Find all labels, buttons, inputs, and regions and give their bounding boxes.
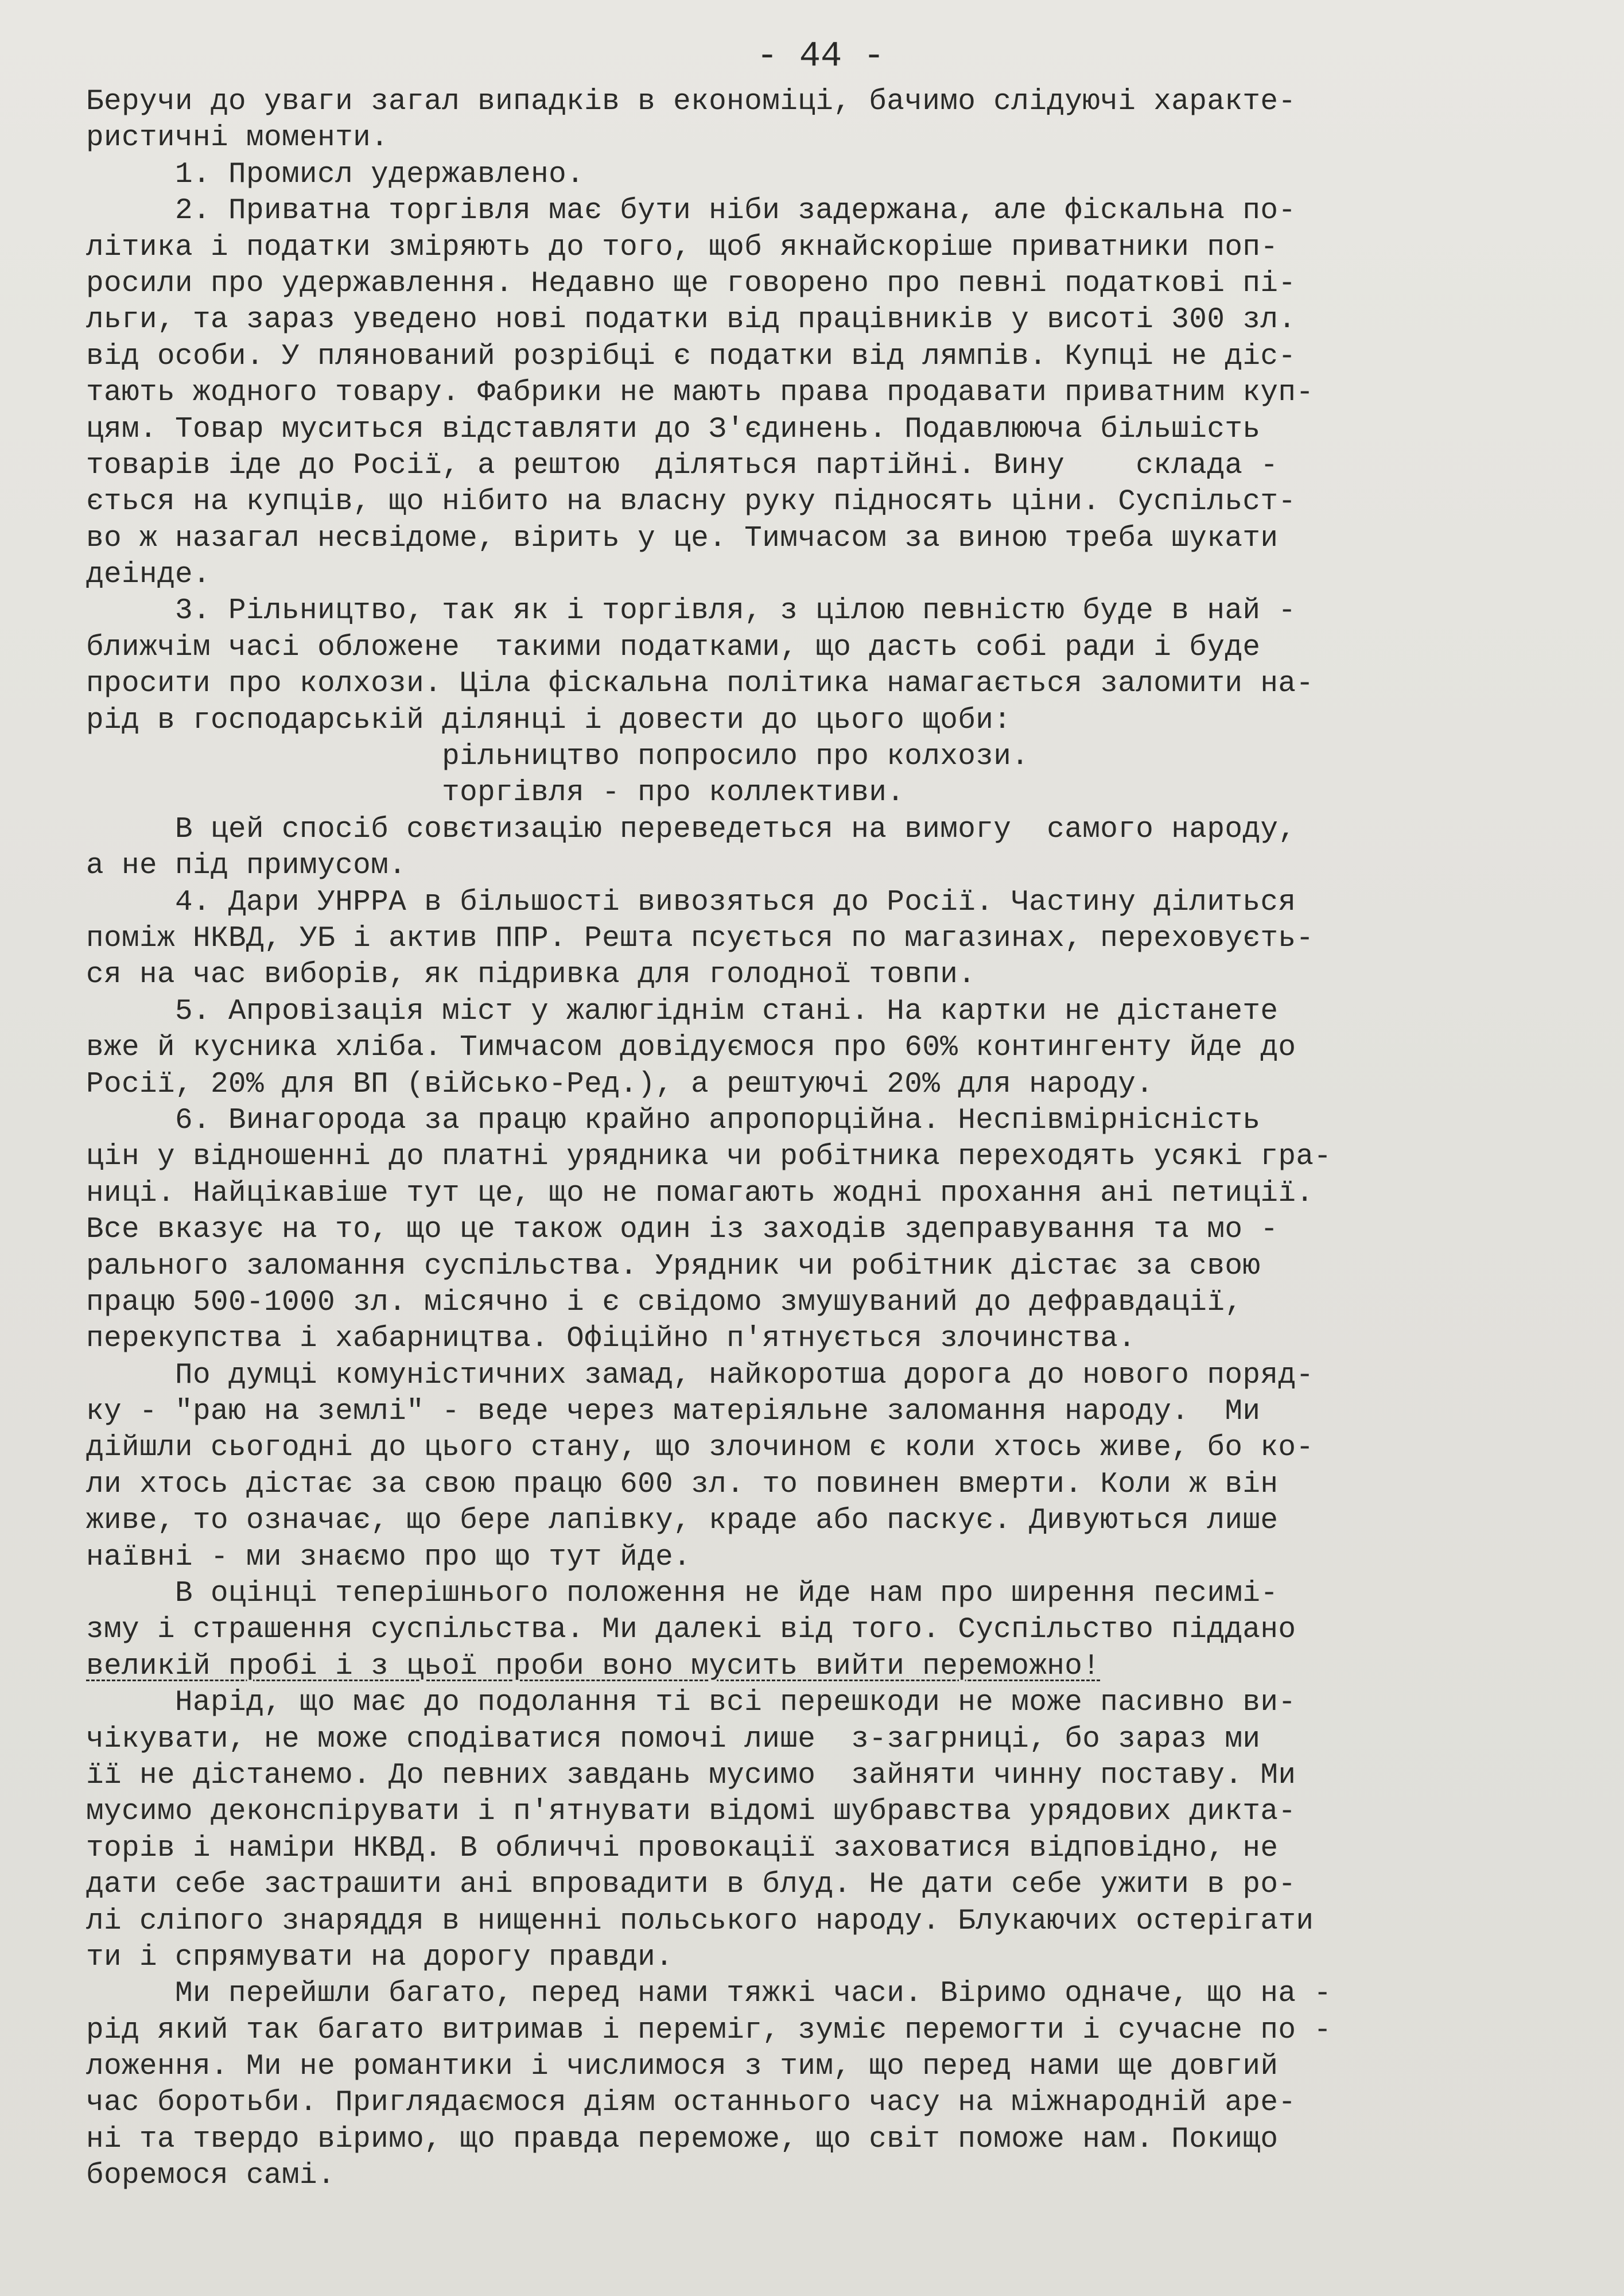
page-number: - 44 - — [756, 36, 885, 76]
text-line: час боротьби. Приглядаємося діям останнього часу на міжнародній аре- — [86, 2086, 1296, 2120]
text-line: зму і страшення суспільства. Ми далекі від того. Суспільство піддано — [86, 1614, 1296, 1647]
text-line: ли хтось дістає за свою працю 600 зл. то повинен вмерти. Коли ж він — [86, 1468, 1279, 1501]
text-line: 1. Промисл удержавлено. — [86, 158, 585, 191]
text-line: В цей спосіб совєтизацію переведеться на вимогу самого народу, — [86, 813, 1296, 846]
text-line: ближчім часі обложене такими податками, що дасть собі ради і буде — [86, 631, 1261, 664]
text-line: перекупства і хабарництва. Офіційно п'ятнується злочинства. — [86, 1322, 1136, 1356]
text-line: працю 500-1000 зл. місячно і є свідомо змушуваний до дефравдації, — [86, 1286, 1243, 1319]
text-line: цям. Товар муситься відставляти до З'єдинень. Подавлююча більшість — [86, 413, 1261, 446]
text-line: мусимо деконспірувати і п'ятнувати відомі шубравства урядових дикта- — [86, 1795, 1296, 1829]
text-line: Ми перейшли багато, перед нами тяжкі часи. Віримо одначе, що на - — [86, 1977, 1332, 2011]
text-line: Росії, 20% для ВП (військо-Ред.), а рештуючі 20% для народу. — [86, 1068, 1154, 1101]
text-line: В оцінці теперішнього положення не йде нам про ширення песимі- — [86, 1577, 1279, 1611]
text-line: ложення. Ми не романтики і числимося з тим, що перед нами ще довгий — [86, 2050, 1279, 2084]
text-line: просити про колхози. Ціла фіскальна політика намагається заломити на- — [86, 668, 1314, 701]
text-line: її не дістанемо. До певних завдань мусимо зайняти чинну поставу. Ми — [86, 1759, 1296, 1792]
text-line: 2. Приватна торгівля має бути ніби задержана, але фіскальна по- — [86, 195, 1296, 228]
text-line: живе, то означає, що бере лапівку, краде або паскує. Дивуються лише — [86, 1504, 1279, 1538]
text-line: Беручи до уваги загал випадків в економіці, бачимо слідуючі характе- — [86, 86, 1296, 118]
text-line: деінде. — [86, 559, 211, 592]
text-line: поміж НКВД, УБ і актив ППР. Решта псується по магазинах, переховуєть- — [86, 922, 1314, 955]
text-line: вже й кусника хліба. Тимчасом довідуємося про 60% контингенту йде до — [86, 1031, 1296, 1065]
text-line: 4. Дари УНРРА в більшості вивозяться до Росії. Частину ділиться — [86, 886, 1296, 919]
text-line: ку - "раю на землі" - веде через матеріяльне заломання народу. Ми — [86, 1395, 1261, 1429]
text-line: а не під примусом. — [86, 850, 407, 883]
text-line: товарів іде до Росії, а рештою діляться партійні. Вину склада - — [86, 449, 1279, 482]
text-line: рального заломання суспільства. Урядник чи робітник дістає за свою — [86, 1250, 1261, 1283]
text-line: торів і наміри НКВД. В обличчі провокації заховатися відповідно, не — [86, 1832, 1279, 1865]
text-line: Нарід, що має до подолання ті всі перешкоди не може пасивно ви- — [86, 1686, 1296, 1720]
text-line: торгівля - про коллективи. — [86, 777, 905, 810]
body-text — [86, 84, 1555, 2194]
text-line: тають жодного товару. Фабрики не мають права продавати приватним куп- — [86, 377, 1314, 410]
text-line: дати себе застрашити ані впровадити в блуд. Не дати себе ужити в ро- — [86, 1868, 1296, 1902]
text-line: від особи. У плянований розрібці є податки від лямпів. Купці не діс- — [86, 340, 1296, 373]
text-line: дійшли сьогодні до цього стану, що злочином є коли хтось живе, бо ко- — [86, 1432, 1314, 1465]
text-line: 6. Винагорода за працю крайно апропорційна. Неспівмірнісність — [86, 1104, 1261, 1137]
text-line: росили про удержавлення. Недавно ще говорено про певні податкові пі- — [86, 267, 1296, 300]
text-line: 5. Апровізація міст у жалюгіднім стані. На картки не дістанете — [86, 995, 1279, 1028]
text-line: ристичні моменти. — [86, 122, 389, 155]
text-line: ся на час виборів, як підривка для голодної товпи. — [86, 959, 976, 992]
text-line: цін у відношенні до платні урядника чи робітника переходять усякі гра- — [86, 1141, 1332, 1174]
text-line: ти і спрямувати на дорогу правди. — [86, 1941, 674, 1974]
text-line: рільництво попросило про колхози. — [86, 740, 1029, 774]
text-line: ні та твердо віримо, що правда переможе, що світ поможе нам. Покищо — [86, 2123, 1279, 2156]
text-line: льги, та зараз уведено нові податки від працівників у висоті 300 зл. — [86, 304, 1296, 337]
text-line: ниці. Найцікавіше тут це, що не помагають жодні прохання ані петиції. — [86, 1177, 1314, 1210]
text-line: літика і податки зміряють до того, щоб якнайскоріше приватники поп- — [86, 231, 1279, 264]
text-line: чікувати, не може сподіватися помочі лише з-загрниці, бо зараз ми — [86, 1723, 1261, 1756]
text-line: великій пробі і з цьої проби воно мусить вийти переможно! — [86, 1650, 1101, 1683]
text-line: 3. Рільництво, так як і торгівля, з цілою певністю буде в най - — [86, 595, 1296, 628]
text-line: боремося самі. — [86, 2159, 336, 2193]
text-line: ється на купців, що нібито на власну руку підносять ціни. Суспільст- — [86, 486, 1296, 519]
text-line: рід в господарській ділянці і довести до цього щоби: — [86, 704, 1012, 737]
text-line: Все вказує на то, що це також один із заходів здеправування та мо - — [86, 1213, 1279, 1247]
text-line: лі сліпого знаряддя в нищенні польського народу. Блукаючих остерігати — [86, 1905, 1314, 1938]
text-line: во ж назагал несвідоме, вірить у це. Тимчасом за виною треба шукати — [86, 522, 1279, 555]
text-line: наївні - ми знаємо про що тут йде. — [86, 1541, 691, 1574]
text-line: рід який так багато витримав і переміг, зуміє перемогти і сучасне по - — [86, 2014, 1332, 2047]
text-line: По думці комуністичних замад, найкоротша дорога до нового поряд- — [86, 1359, 1314, 1392]
